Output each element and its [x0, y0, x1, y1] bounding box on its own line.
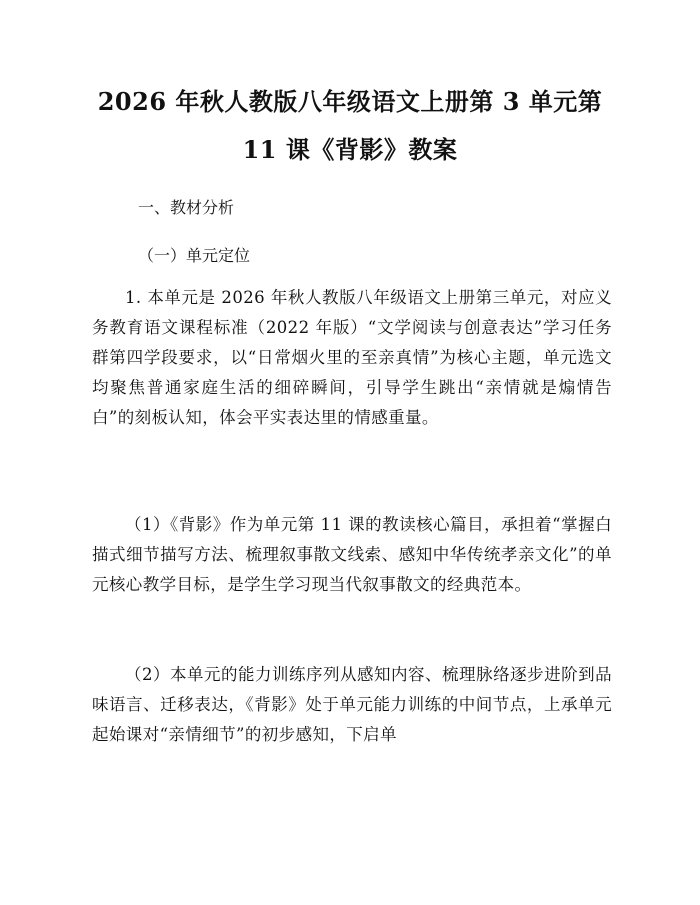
title-line-2: 11 课《背影》教案: [242, 135, 458, 164]
document-title: [88, 78, 612, 174]
title-line-1: 2026 年秋人教版八年级语文上册第 3 单元第: [97, 87, 603, 116]
paragraph-3: （2）本单元的能力训练序列从感知内容、梳理脉络逐步进阶到品味语言、迁移表达，《背影》处于单元能力训练的中间节点，上承单元起始课对“亲情细节”的初步感知，下启单: [92, 665, 612, 744]
section-heading: 一、教材分析: [138, 198, 235, 217]
paragraph-2: （1）《背影》作为单元第 11 课的教读核心篇目，承担着“掌握白描式细节描写方法、梳理叙事散文线索、感知中华传统孝亲文化”的单元核心教学目标，是学生学习现当代叙事散文的经典范本。: [92, 515, 612, 594]
subsection-heading: （一）单元定位: [138, 246, 251, 265]
paragraph-1: 1. 本单元是 2026 年秋人教版八年级语文上册第三单元，对应义务教育语文课程标准（2022 年版）“文学阅读与创意表达”学习任务群第四学段要求，以“日常烟火里的至亲真情”为核心主题，单元选文均聚焦普通家庭生活的细碎瞬间，引导学生跳出“亲情就是煽情告白”的刻板认知，体会平实表达里的情感重量。: [92, 288, 612, 427]
